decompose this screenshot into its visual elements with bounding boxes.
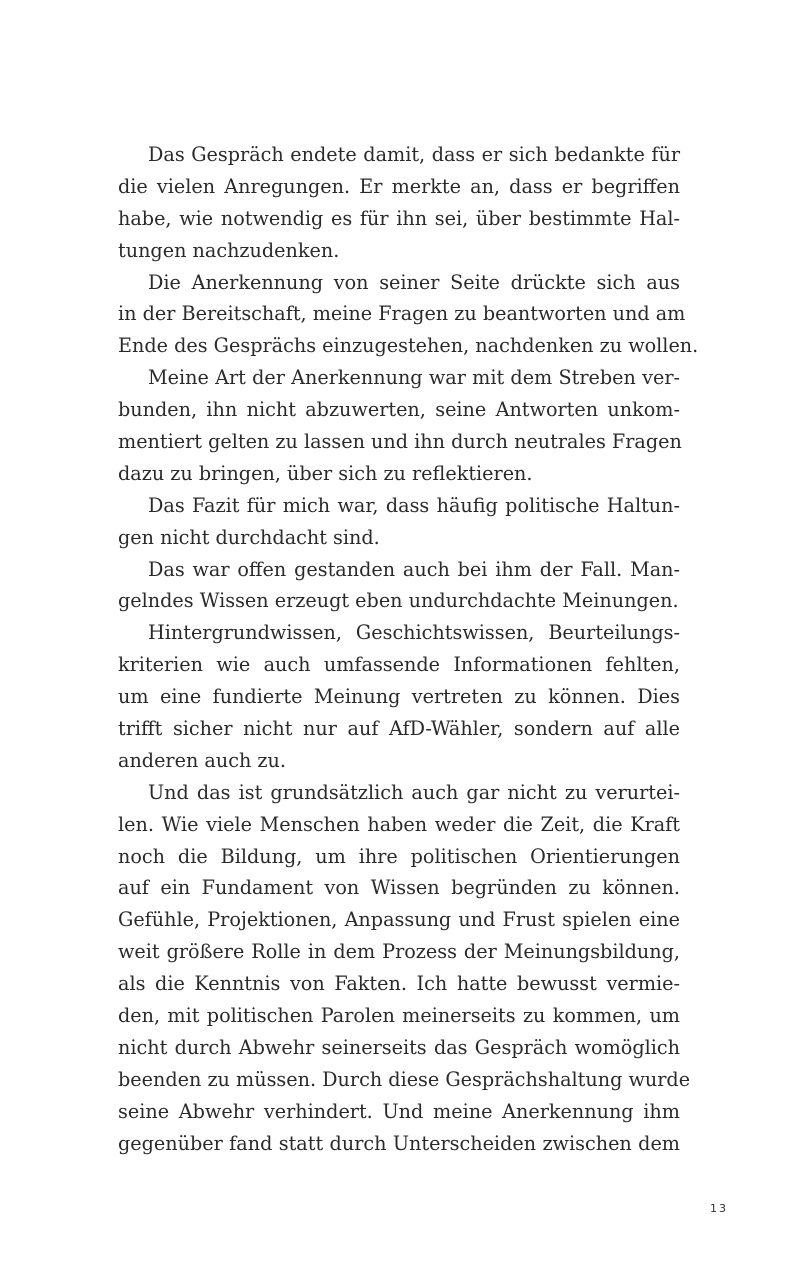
paragraph xyxy=(118,554,680,618)
text-line: anderen auch zu. xyxy=(118,748,286,772)
text-line: Das Fazit für mich war, dass häufig politische Haltun- xyxy=(148,493,680,517)
text-line: Hintergrundwissen, Geschichtswissen, Beurteilungs- xyxy=(148,621,680,645)
text-line: dazu zu bringen, über sich zu reflektieren. xyxy=(118,461,533,485)
text-line: Meine Art der Anerkennung war mit dem Streben ver- xyxy=(148,366,680,390)
text-line: weit größere Rolle in dem Prozess der Meinungsbildung, xyxy=(118,940,680,964)
text-line: Ende des Gesprächs einzugestehen, nachdenken zu wollen. xyxy=(118,334,699,358)
text-line: gen nicht durchdacht sind. xyxy=(118,525,380,549)
body-text xyxy=(118,139,699,1160)
paragraph xyxy=(118,139,680,267)
page-number: 13 xyxy=(710,1202,728,1215)
text-line: Gefühle, Projektionen, Anpassung und Frust spielen eine xyxy=(118,908,680,932)
paragraph xyxy=(118,490,680,554)
paragraph xyxy=(118,267,699,363)
text-line: habe, wie notwendig es für ihn sei, über bestimmte Hal- xyxy=(118,206,680,230)
text-line: Und das ist grundsätzlich auch gar nicht zu verurtei- xyxy=(148,780,680,804)
text-line: noch die Bildung, um ihre politischen Orientierungen xyxy=(118,844,680,868)
text-line: tungen nachzudenken. xyxy=(118,238,340,262)
text-line: Das war offen gestanden auch bei ihm der Fall. Man- xyxy=(148,557,680,581)
text-line: gegenüber fand statt durch Unterscheiden zwischen dem xyxy=(118,1131,680,1155)
text-line: Die Anerkennung von seiner Seite drückte sich aus xyxy=(148,270,680,294)
text-line: seine Abwehr verhindert. Und meine Anerkennung ihm xyxy=(118,1099,680,1123)
text-line: nicht durch Abwehr seinerseits das Gespräch womöglich xyxy=(118,1035,680,1059)
text-line: als die Kenntnis von Fakten. Ich hatte bewusst vermie- xyxy=(118,972,680,996)
text-line: kriterien wie auch umfassende Informationen fehlten, xyxy=(118,653,680,677)
text-line: um eine fundierte Meinung vertreten zu können. Dies xyxy=(118,685,680,709)
text-line: beenden zu müssen. Durch diese Gesprächshaltung wurde xyxy=(118,1067,691,1091)
text-line: bunden, ihn nicht abzuwerten, seine Antworten unkom- xyxy=(118,398,680,422)
text-line: in der Bereitschaft, meine Fragen zu beantworten und am xyxy=(118,302,686,326)
text-line: Das Gespräch endete damit, dass er sich bedankte für xyxy=(148,143,680,166)
text-line: den, mit politischen Parolen meinerseits zu kommen, um xyxy=(118,1004,680,1028)
text-line: len. Wie viele Menschen haben weder die Zeit, die Kraft xyxy=(118,812,680,836)
text-line: trifft sicher nicht nur auf AfD-Wähler, sondern auf alle xyxy=(118,717,680,741)
text-line: gelndes Wissen erzeugt eben undurchdachte Meinungen. xyxy=(118,589,679,613)
paragraph xyxy=(118,777,691,1160)
text-line: mentiert gelten zu lassen und ihn durch neutrales Fragen xyxy=(118,430,682,454)
paragraph xyxy=(118,362,680,490)
text-line: die vielen Anregungen. Er merkte an, dass er begriffen xyxy=(118,174,680,198)
paragraph xyxy=(118,617,680,776)
text-line: auf ein Fundament von Wissen begründen zu können. xyxy=(118,876,680,900)
